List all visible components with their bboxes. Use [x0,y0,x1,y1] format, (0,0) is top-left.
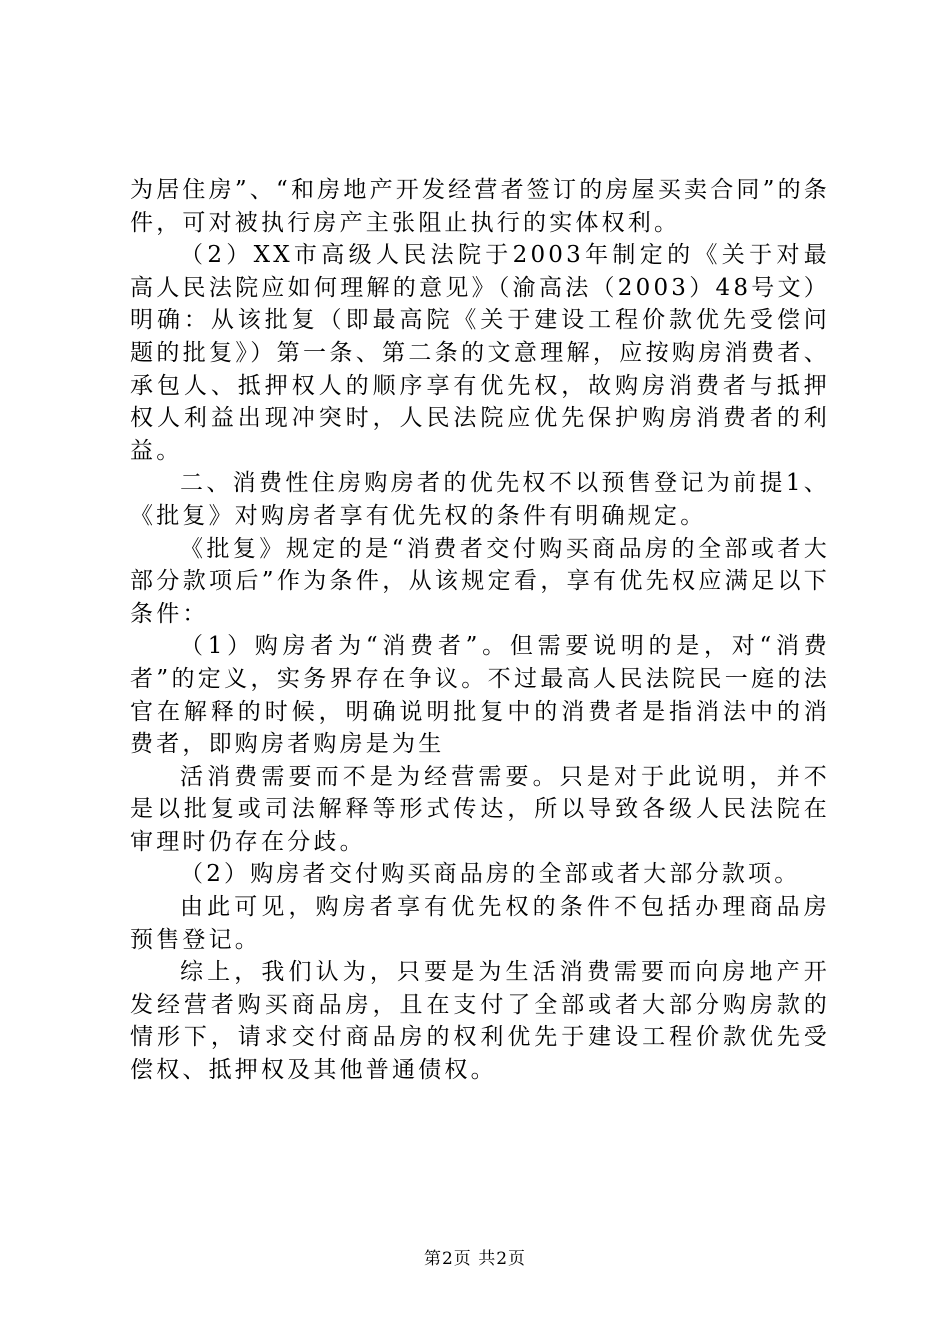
paragraph-6: 活消费需要而不是为经营需要。只是对于此说明，并不是以批复或司法解释等形式传达，所以导致各级人民法院在审理时仍存在分歧。 [130,763,830,855]
paragraph-7: （2）购房者交付购买商品房的全部或者大部分款项。 [180,861,801,888]
page-footer [0,1244,950,1269]
paragraph-1: 为居住房”、“和房地产开发经营者签订的房屋买卖合同”的条件，可对被执行房产主张阻止执行的实体权利。 [130,177,830,236]
page-number: 第2页 共2页 [423,1249,527,1269]
paragraph-2: （2）XX市高级人民法院于2003年制定的《关于对最高人民法院应如何理解的意见》（渝高法（2003）48号文）明确：从该批复（即最高院《关于建设工程价款优先受偿问题的批复》）第一条、第二条的文意理解，应按购房消费者、承包人、抵押权人的顺序享有优先权，故购房消费者与抵押权人利益出现冲突时，人民法院应优先保护购房消费者的利益。 [130,242,830,464]
paragraph-5: （1）购房者为“消费者”。但需要说明的是，对“消费者”的定义，实务界存在争议。不过最高人民法院民一庭的法官在解释的时候，明确说明批复中的消费者是指消法中的消费者，即购房者购房是为生 [130,633,830,758]
paragraph-8: 由此可见，购房者享有优先权的条件不包括办理商品房预售登记。 [130,894,830,953]
document-body [130,174,830,1087]
paragraph-4: 《批复》规定的是“消费者交付购买商品房的全部或者大部分款项后”作为条件，从该规定看，享有优先权应满足以下条件： [130,535,830,627]
paragraph-3: 二、消费性住房购房者的优先权不以预售登记为前提1、《批复》对购房者享有优先权的条件有明确规定。 [130,470,830,529]
paragraph-9: 综上，我们认为，只要是为生活消费需要而向房地产开发经营者购买商品房，且在支付了全部或者大部分购房款的情形下，请求交付商品房的权利优先于建设工程价款优先受偿权、抵押权及其他普通债权。 [130,959,830,1084]
